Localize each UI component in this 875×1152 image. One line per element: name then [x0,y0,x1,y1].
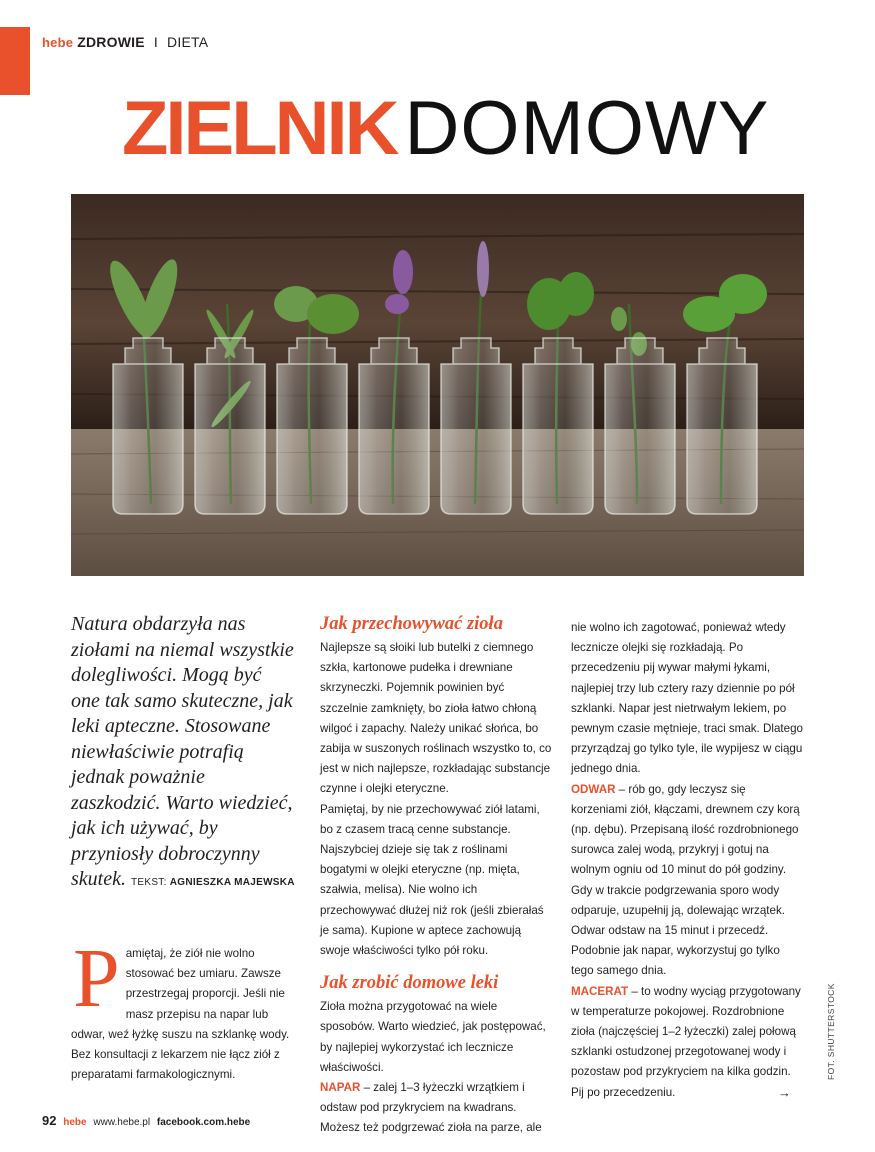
author-credit [131,877,295,888]
herbs-photo [71,194,804,576]
continue-arrow-icon: → [778,1084,791,1100]
header-category: ZDROWIE [77,34,145,50]
credit-name: AGNIESZKA MAJEWSKA [169,877,295,888]
macerat-paragraph [571,982,803,1103]
section-heading-remedies: Jak zrobić domowe leki [320,973,499,994]
orange-section-tab [0,27,30,95]
macerat-text: – to wodny wyciąg przygotowany w temperaturze pokojowej. Rozdrobnione zioła (najczęściej 1–2 łyżeczki) zalej połową szklanki ostudzonej przegotowanej wody i pozostaw pod przykryciem na kilka godzin. Pij po przecedzeniu. [571,984,801,1099]
column-right [571,618,803,1103]
napar-text: – zalej 1–3 łyżeczki wrzątkiem i odstaw pod przykryciem na kwadrans. Możesz też podgrzewać zioła na parze, ale [320,1081,542,1135]
photo-credit: FOT. SHUTTERSTOCK [826,983,836,1080]
page-title [122,84,770,174]
footer-brand: hebe [63,1117,87,1128]
page-footer [42,1113,250,1128]
odwar-label: ODWAR [571,782,616,796]
page-number: 92 [42,1113,57,1128]
column-middle [320,612,552,1139]
header-subcategory: DIETA [167,34,209,50]
title-part2: DOMOWY [404,86,770,171]
section-header [42,34,208,50]
lead-text: Natura obdarzyła nas ziołami na niemal wszystkie dolegliwości. Mogą być one tak samo skuteczne, jak leki apteczne. Stosowane niewłaściwie potrafią jednak poważnie zaszkodzić. Warto wiedzieć, jak ich używać, by przyniosły dobroczynny skutek. [71,613,294,890]
credit-label: TEKST: [130,877,167,888]
intro-text: amiętaj, że ziół nie wolno stosować bez umiaru. Zawsze przestrzegaj proporcji. Jeśli nie masz przepisu na napar lub odwar, weź łyżkę suszu na szklankę wody. Bez konsultacji z lekarzem nie łącz ziół z preparatami farmakologicznymi. [71,947,290,1082]
title-part1: ZIELNIK [122,86,397,171]
storage-paragraph-2: Pamiętaj, by nie przechowywać ziół latami, bo z czasem tracą cenne substancje. Najszybciej dzieje się tak z roślinami bogatymi w olejki eteryczne (np. mięta, szałwia, melisa). Nie wolno ich przechowywać dłużej niż rok (jeśli zbierałaś je sama). Kupione w aptece zachowują swoje właściwości tylko pół roku. [320,802,544,958]
macerat-label: MACERAT [571,984,629,998]
footer-facebook[interactable]: facebook.com.hebe [156,1117,251,1128]
napar-label: NAPAR [320,1081,361,1095]
napar-paragraph [320,1078,552,1139]
remedies-paragraph-1: Zioła można przygotować na wiele sposobów. Warto wiedzieć, jak postępować, by najlepiej wykorzystać ich lecznicze właściwości. [320,1000,546,1074]
intro-paragraph [71,932,297,1085]
odwar-text: – rób go, gdy leczysz się korzeniami ziół, kłączami, drewnem czy korą (np. dębu). Przepisaną ilość rozdrobnionego surowca zalej wodą, przykryj i gotuj na wolnym ogniu od 10 minut do pół godziny. Gdy w trakcie podgrzewania sporo wody odparuje, uzupełnij ją, dolewając wrzątek. Odwar odstaw na 15 minut i przecedź. Podobnie jak napar, wykorzystuj go tylko tego samego dnia. [571,782,800,978]
herbs-in-bottles-illustration [71,194,804,576]
header-separator: I [153,34,158,50]
section-heading-storage: Jak przechowywać zioła [320,614,503,634]
footer-website[interactable]: www.hebe.pl [93,1117,151,1128]
drop-cap: P [73,932,120,1025]
lead-paragraph [71,612,295,896]
storage-paragraph-1: Najlepsze są słoiki lub butelki z ciemnego szkła, kartonowe pudełka i drewniane skrzyneczki. Pojemnik powinien być szczelnie zamknięty, bo zioła łatwo chłoną wilgoć i zapachy. Należy unikać słońca, bo zabija w suszonych roślinach wszystko to, co jest w nich najlepsze, rozkładając substancje czynne i olejki eteryczne. [320,641,552,796]
napar-continued: nie wolno ich zagotować, ponieważ wtedy lecznicze olejki się rozkładają. Po przecedzeniu pij wywar małymi łykami, najlepiej trzy lub cztery razy dziennie po pół szklanki. Napar jest nietrwałym lekiem, po pewnym czasie mętnieje, traci smak. Dlatego przyrządzaj go tylko tyle, ile wypijesz w ciągu jednego dnia. [571,621,803,776]
header-brand: hebe [42,35,74,50]
odwar-paragraph [571,780,803,982]
